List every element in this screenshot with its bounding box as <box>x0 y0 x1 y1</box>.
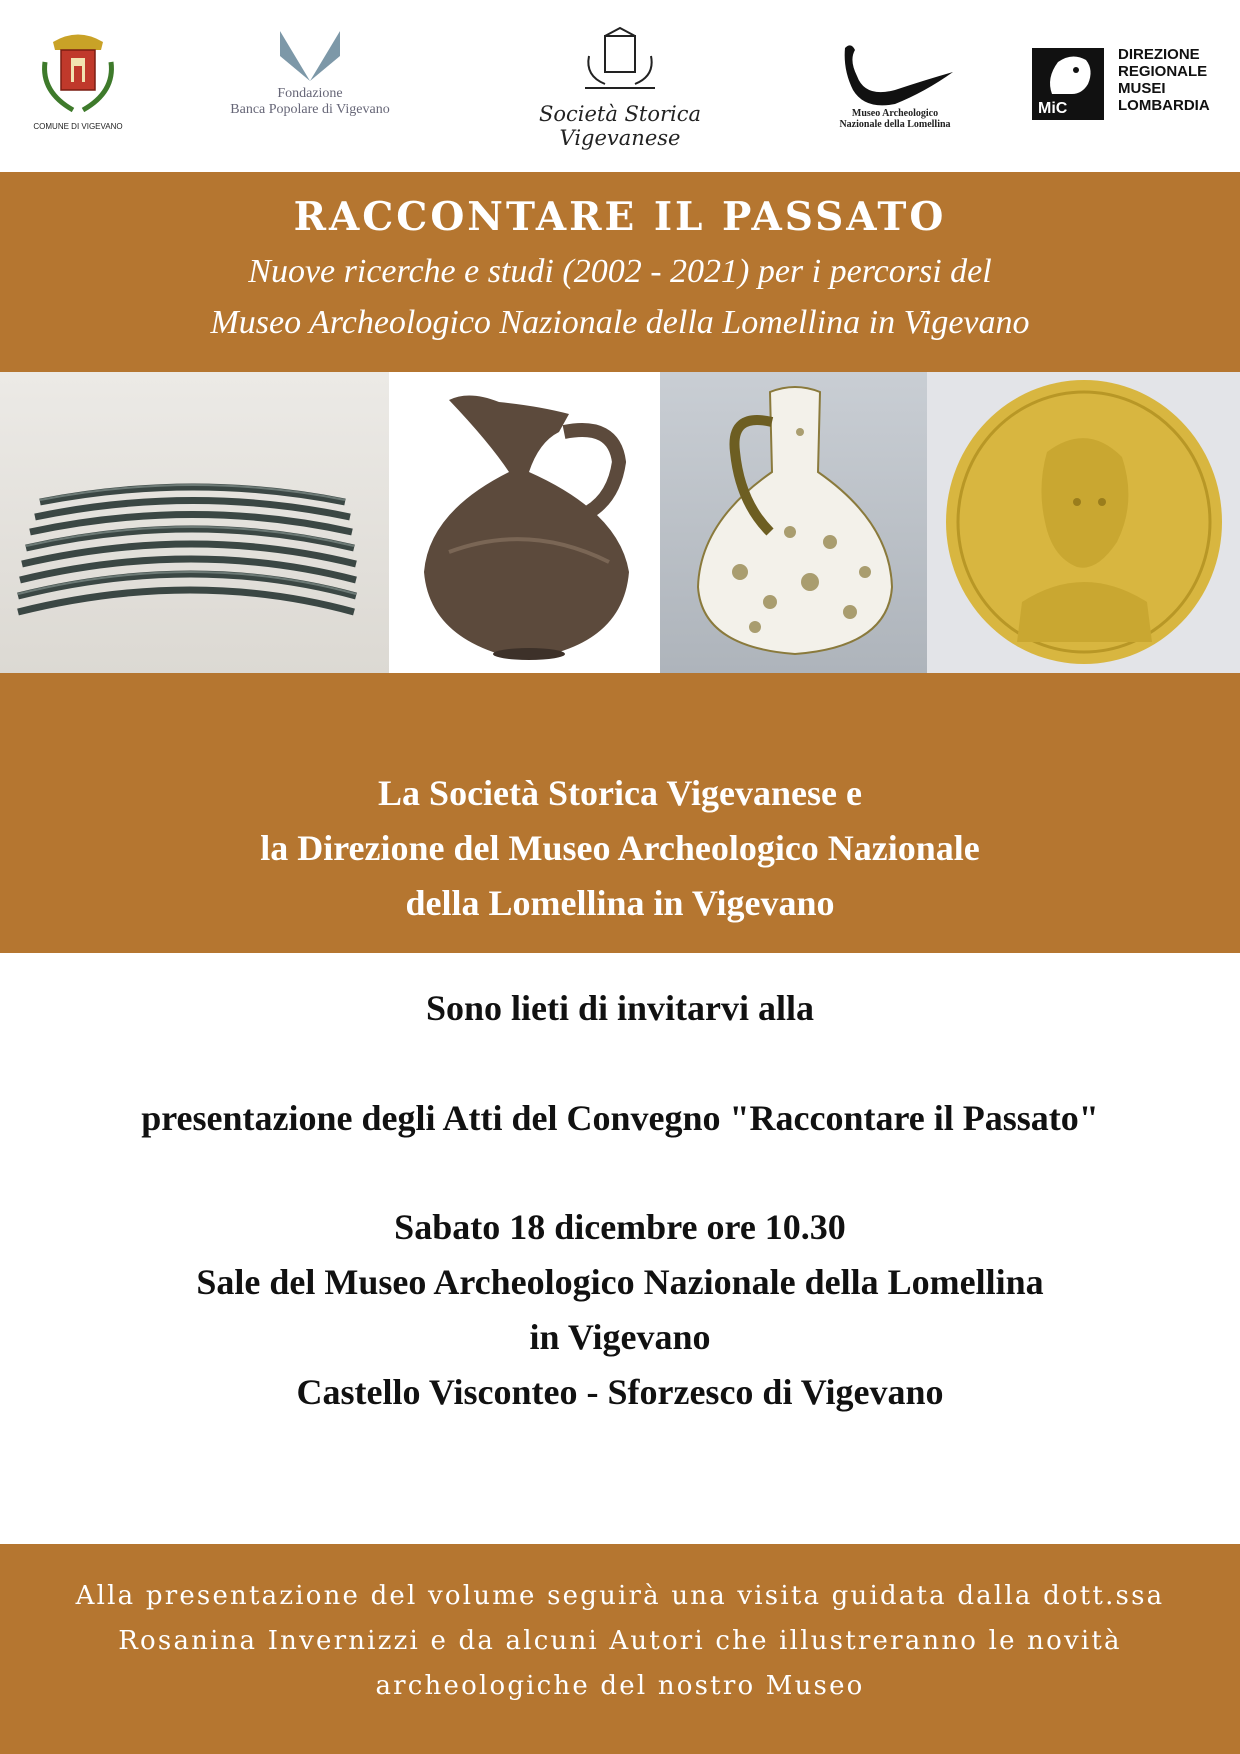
venue-line: in Vigevano <box>529 1317 711 1357</box>
bronze-torc-photo <box>0 372 389 673</box>
museo-archeologico-logo: Museo Archeologico Nazionale della Lomellina <box>820 40 970 130</box>
direzione-line: MUSEI <box>1118 80 1166 97</box>
society-crest-icon <box>575 26 665 96</box>
page-title: RACCONTARE IL PASSATO <box>293 194 947 240</box>
logo-row <box>0 0 1240 172</box>
head-profile-icon <box>1032 48 1104 98</box>
footer-note-line: Alla presentazione del volume seguirà una visita guidata dalla dott.ssa <box>75 1581 1165 1611</box>
artifact-photo-strip <box>0 372 1240 673</box>
subtitle <box>0 246 1240 348</box>
footer-note-line: archeologiche del nostro Museo <box>375 1671 865 1701</box>
city-crest-icon <box>33 22 123 122</box>
direzione-line: DIREZIONE <box>1118 46 1200 63</box>
societa-storica-logo: Società Storica Vigevanese <box>485 26 755 150</box>
organizer-line: della Lomellina in Vigevano <box>405 883 835 923</box>
event-date: Sabato 18 dicembre ore 10.30 <box>394 1207 846 1247</box>
fondazione-mark-icon <box>275 26 345 86</box>
event-title: presentazione degli Atti del Convegno "Raccontare il Passato" <box>141 1098 1099 1138</box>
venue-line: Sale del Museo Archeologico Nazionale della Lomellina <box>196 1262 1044 1302</box>
footer-note-line: Rosanina Invernizzi e da alcuni Autori che illustreranno le novità <box>118 1626 1122 1656</box>
subtitle-line: Museo Archeologico Nazionale della Lomellina in Vigevano <box>210 304 1030 341</box>
flask-illustration-icon <box>660 372 927 673</box>
title-band <box>0 172 1240 372</box>
footer-band <box>0 1544 1240 1754</box>
fondazione-logo: Fondazione Banca Popolare di Vigevano <box>225 26 395 118</box>
subtitle-line: Nuove ricerche e studi (2002 - 2021) per i percorsi del <box>248 253 992 290</box>
glass-flask-photo <box>660 372 927 673</box>
mic-badge: MiC <box>1032 48 1104 120</box>
organizer-line: La Società Storica Vigevanese e <box>378 773 862 813</box>
direzione-regionale-logo <box>1030 46 1220 126</box>
gold-coin-photo <box>927 372 1240 673</box>
direzione-line: LOMBARDIA <box>1118 97 1210 114</box>
comune-di-vigevano-logo: COMUNE DI VIGEVANO <box>28 22 128 131</box>
organizer-line: la Direzione del Museo Archeologico Nazionale <box>260 828 980 868</box>
direzione-line: REGIONALE <box>1118 63 1208 80</box>
invitation-intro: Sono lieti di invitarvi alla <box>425 988 815 1028</box>
torc-illustration-icon <box>0 372 389 673</box>
bird-vessel-icon <box>835 40 955 108</box>
clay-jug-photo <box>389 372 660 673</box>
venue-line: Castello Visconteo - Sforzesco di Vigevano <box>296 1372 944 1412</box>
organizers-band <box>0 673 1240 953</box>
jug-illustration-icon <box>389 372 660 673</box>
coin-illustration-icon <box>927 372 1240 673</box>
